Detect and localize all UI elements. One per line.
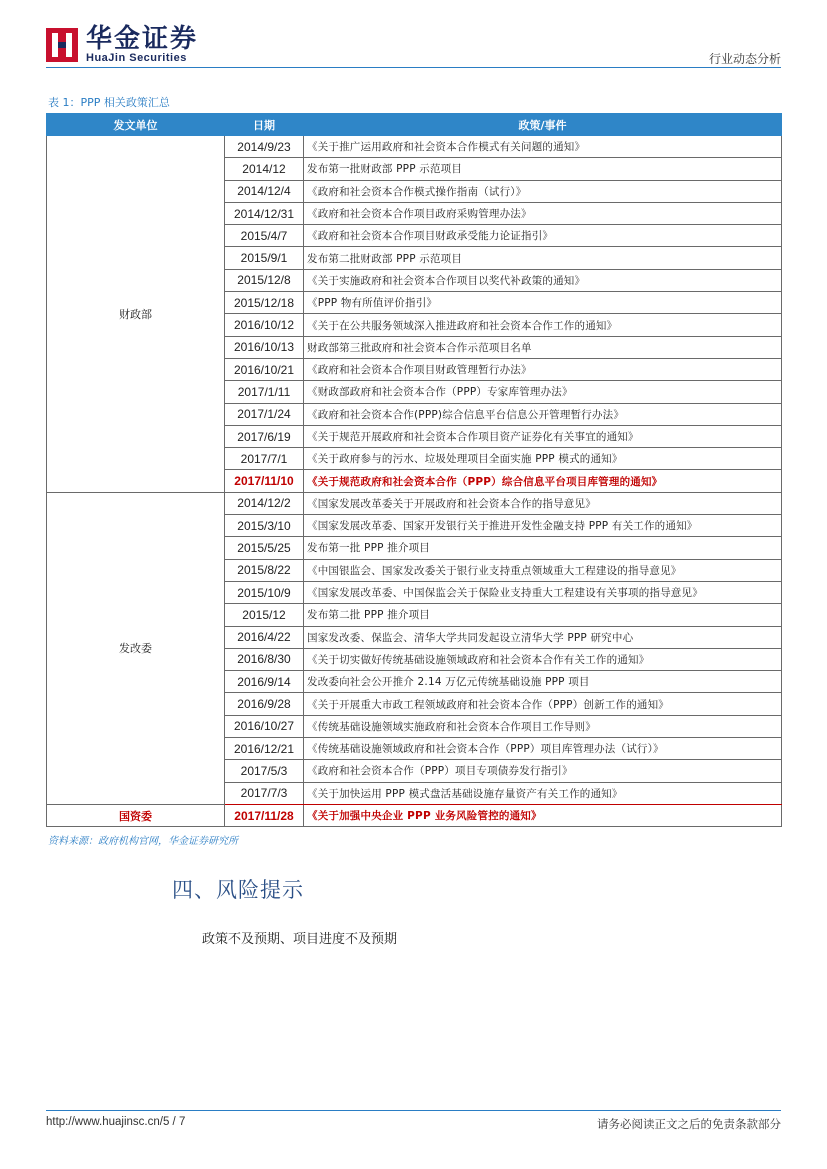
event-cell: 《关于规范政府和社会资本合作（PPP）综合信息平台项目库管理的通知》 [304,470,782,492]
issuer-cell: 国资委 [47,804,225,826]
date-cell: 2014/12/2 [225,492,304,514]
date-cell: 2017/11/10 [225,470,304,492]
date-cell: 2014/12/31 [225,202,304,224]
event-cell: 《国家发展改革委、中国保监会关于保险业支持重大工程建设有关事项的指导意见》 [304,581,782,603]
date-cell: 2015/5/25 [225,537,304,559]
date-cell: 2015/10/9 [225,581,304,603]
event-cell: 《政府和社会资本合作项目财政承受能力论证指引》 [304,225,782,247]
event-cell: 《关于加快运用 PPP 模式盘活基础设施存量资产有关工作的通知》 [304,782,782,804]
date-cell: 2016/9/28 [225,693,304,715]
event-cell: 《关于在公共服务领域深入推进政府和社会资本合作工作的通知》 [304,314,782,336]
event-cell: 《关于开展重大市政工程领域政府和社会资本合作（PPP）创新工作的通知》 [304,693,782,715]
event-cell: 《国家发展改革委、国家开发银行关于推进开发性金融支持 PPP 有关工作的通知》 [304,515,782,537]
event-cell: 《财政部政府和社会资本合作（PPP）专家库管理办法》 [304,381,782,403]
date-cell: 2015/12/8 [225,269,304,291]
header-divider [46,67,781,68]
issuer-cell: 财政部 [47,136,225,493]
date-cell: 2017/7/1 [225,448,304,470]
issuer-cell: 发改委 [47,492,225,804]
event-cell: 发布第二批财政部 PPP 示范项目 [304,247,782,269]
date-cell: 2016/9/14 [225,671,304,693]
huajin-logo-icon [46,28,78,62]
table-header-row [47,114,782,136]
policy-table-body [47,136,782,827]
date-cell: 2016/10/27 [225,715,304,737]
event-cell: 《国家发展改革委关于开展政府和社会资本合作的指导意见》 [304,492,782,514]
report-type: 行业动态分析 [708,52,781,66]
date-cell: 2015/4/7 [225,225,304,247]
date-cell: 2017/7/3 [225,782,304,804]
header-unit: 发文单位 [47,114,225,136]
date-cell: 2016/10/12 [225,314,304,336]
section-body: 政策不及预期、项目进度不及预期 [202,932,398,947]
table-row [47,136,782,158]
event-cell: 《关于政府参与的污水、垃圾处理项目全面实施 PPP 模式的通知》 [304,448,782,470]
event-cell: 发布第一批财政部 PPP 示范项目 [304,158,782,180]
table-row [47,492,782,514]
date-cell: 2016/10/13 [225,336,304,358]
header-event: 政策/事件 [304,114,782,136]
event-cell: 发布第二批 PPP 推介项目 [304,604,782,626]
date-cell: 2014/12 [225,158,304,180]
footer-divider [46,1110,781,1111]
event-cell: 《政府和社会资本合作（PPP）项目专项债券发行指引》 [304,760,782,782]
event-cell: 《中国银监会、国家发改委关于银行业支持重点领域重大工程建设的指导意见》 [304,559,782,581]
event-cell: 财政部第三批政府和社会资本合作示范项目名单 [304,336,782,358]
section-title: 四、风险提示 [172,878,304,902]
event-cell: 《政府和社会资本合作模式操作指南（试行）》 [304,180,782,202]
source-note: 资料来源：政府机构官网，华金证券研究所 [48,836,238,847]
date-cell: 2016/4/22 [225,626,304,648]
date-cell: 2015/12 [225,604,304,626]
event-cell: 《政府和社会资本合作项目财政管理暂行办法》 [304,358,782,380]
table-caption: 表 1：PPP 相关政策汇总 [48,96,170,109]
event-cell: 《关于实施政府和社会资本合作项目以奖代补政策的通知》 [304,269,782,291]
page-header [46,24,781,68]
date-cell: 2015/12/18 [225,292,304,314]
event-cell: 《关于推广运用政府和社会资本合作模式有关问题的通知》 [304,136,782,158]
event-cell: 发改委向社会公开推介 2.14 万亿元传统基础设施 PPP 项目 [304,671,782,693]
date-cell: 2016/10/21 [225,358,304,380]
event-cell: 《关于加强中央企业 PPP 业务风险管控的通知》 [304,804,782,826]
date-cell: 2016/12/21 [225,738,304,760]
date-cell: 2014/12/4 [225,180,304,202]
event-cell: 《PPP 物有所值评价指引》 [304,292,782,314]
date-cell: 2014/9/23 [225,136,304,158]
date-cell: 2015/3/10 [225,515,304,537]
date-cell: 2017/11/28 [225,804,304,826]
policy-table [46,113,782,827]
event-cell: 发布第一批 PPP 推介项目 [304,537,782,559]
date-cell: 2017/5/3 [225,760,304,782]
date-cell: 2017/1/24 [225,403,304,425]
event-cell: 《关于切实做好传统基础设施领域政府和社会资本合作有关工作的通知》 [304,648,782,670]
date-cell: 2016/8/30 [225,648,304,670]
date-cell: 2015/8/22 [225,559,304,581]
event-cell: 国家发改委、保监会、清华大学共同发起设立清华大学 PPP 研究中心 [304,626,782,648]
date-cell: 2017/6/19 [225,425,304,447]
footer-disclaimer: 请务必阅读正文之后的免责条款部分 [597,1117,781,1131]
date-cell: 2017/1/11 [225,381,304,403]
event-cell: 《传统基础设施领域实施政府和社会资本合作项目工作导则》 [304,715,782,737]
event-cell: 《政府和社会资本合作项目政府采购管理办法》 [304,202,782,224]
date-cell: 2015/9/1 [225,247,304,269]
header-date: 日期 [225,114,304,136]
event-cell: 《关于规范开展政府和社会资本合作项目资产证券化有关事宜的通知》 [304,425,782,447]
event-cell: 《传统基础设施领域政府和社会资本合作（PPP）项目库管理办法（试行）》 [304,738,782,760]
logo-english-name: HuaJin Securities [86,52,187,64]
table-row [47,804,782,826]
event-cell: 《政府和社会资本合作(PPP)综合信息平台信息公开管理暂行办法》 [304,403,782,425]
logo-chinese-name: 华金证券 [86,24,199,54]
footer-url-page[interactable]: http://www.huajinsc.cn/5 / 7 [46,1116,186,1128]
